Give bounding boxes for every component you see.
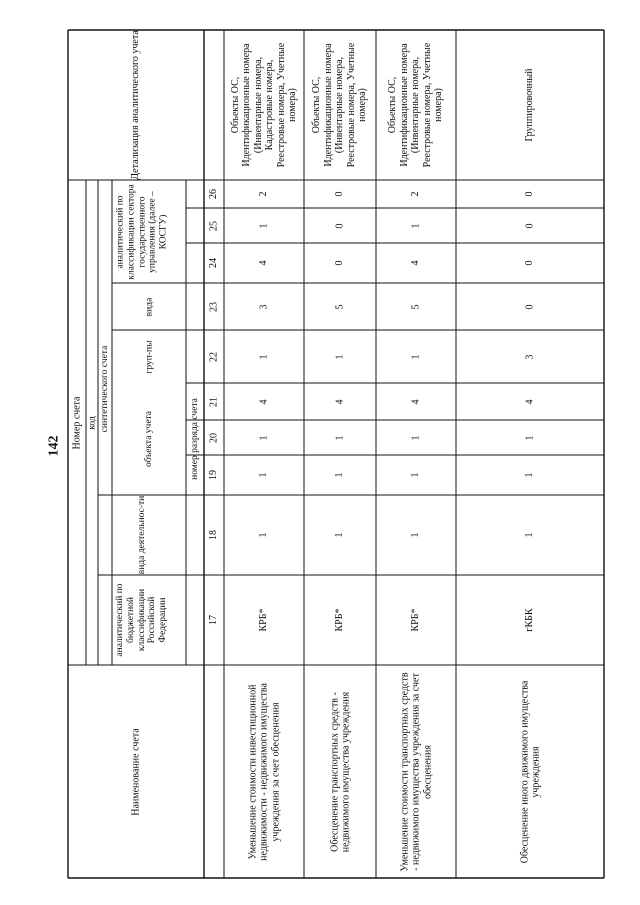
table-row-cell: 1 bbox=[334, 435, 346, 440]
table-row-cell: 1 bbox=[524, 472, 536, 478]
table-row-cell: 1 bbox=[410, 435, 422, 440]
table-row-cell: 1 bbox=[334, 532, 346, 538]
table-row-cell: 4 bbox=[258, 399, 270, 404]
table-row-cell: 0 bbox=[334, 191, 346, 197]
table-row-cell: 1 bbox=[258, 532, 270, 538]
table-row-cell: 1 bbox=[524, 435, 536, 440]
table-row-cell: 1 bbox=[524, 532, 536, 538]
table-row-cell: 0 bbox=[334, 223, 346, 228]
header-activity-type: вида деятельнос-ти bbox=[136, 495, 147, 575]
header-group: груп-пы bbox=[143, 340, 154, 373]
table-row-name: Уменьшение стоимости инвестиционной недвижимости - недвижимого имущества учреждения за счет обесценения bbox=[246, 682, 281, 861]
table-row-cell: 4 bbox=[258, 260, 270, 266]
column-number: 21 bbox=[208, 396, 220, 407]
table-row-cell: 1 bbox=[258, 223, 270, 228]
column-number: 26 bbox=[208, 189, 220, 199]
table-row-cell: 1 bbox=[410, 472, 422, 478]
page-number: 142 bbox=[46, 435, 62, 457]
column-number: 18 bbox=[208, 530, 220, 540]
table-row-cell: 1 bbox=[334, 472, 346, 478]
table-row-cell: 1 bbox=[410, 354, 422, 359]
table-row-cell: 3 bbox=[258, 304, 270, 309]
header-digit-number: номер разряда счета bbox=[189, 398, 200, 480]
table-row-name: Уменьшение стоимости транспортных средств - недвижимого имущества учреждения за счет обесценения bbox=[398, 671, 433, 872]
table-row-cell: 2 bbox=[258, 191, 270, 197]
table-row-budget: КРБ* bbox=[410, 608, 422, 632]
header-synthetic: синтетического счета bbox=[99, 345, 110, 433]
table-row-cell: 1 bbox=[410, 223, 422, 228]
table-row-detail: Объекты ОС, Идентификационные номера (Инвентарные номера, Реестровые номера, Учетные номера) bbox=[387, 42, 445, 168]
header-analytic-kosgu: аналитический по классификации сектора государственного управления (далее – КОСГУ) bbox=[114, 183, 169, 280]
table-row-detail: Объекты ОС, Идентификационные номера (Инвентарные номера, Реестровые номера, Учетные номера) bbox=[311, 42, 369, 168]
table-row-cell: 4 bbox=[334, 399, 346, 404]
column-number: 20 bbox=[208, 432, 220, 443]
header-kind: вида bbox=[143, 297, 154, 316]
column-number: 24 bbox=[208, 258, 220, 268]
column-number: 19 bbox=[208, 470, 220, 480]
table-row-budget: КРБ* bbox=[334, 608, 346, 632]
header-detail: Детализация аналитического учета bbox=[130, 30, 142, 180]
column-number: 22 bbox=[208, 351, 220, 362]
table-row-cell: 2 bbox=[410, 191, 422, 197]
column-number: 25 bbox=[208, 220, 220, 231]
table-row-name: Обесценение иного движимого имущества учреждения bbox=[518, 680, 541, 863]
table-row-detail: Объекты ОС, Идентификационные номера (Инвентарные номера, Кадастровые номера, Реестровые номера, Учетные номера) bbox=[229, 42, 298, 168]
header-object: объекта учета bbox=[143, 410, 154, 468]
table-row-cell: 5 bbox=[410, 304, 422, 309]
table-row-cell: 0 bbox=[524, 304, 536, 309]
table-row-name: Обесценение транспортных средств - недвижимого имущества учреждения bbox=[328, 691, 351, 852]
table-row-cell: 3 bbox=[524, 354, 536, 359]
table-row-budget: КРБ* bbox=[258, 608, 270, 632]
column-number: 23 bbox=[208, 301, 220, 312]
column-number: 17 bbox=[208, 615, 220, 625]
table-row-cell: 0 bbox=[524, 223, 536, 228]
header-account-number: Номер счета bbox=[71, 396, 83, 449]
table-row-cell: 5 bbox=[334, 304, 346, 309]
table-row-cell: 4 bbox=[410, 260, 422, 266]
table-row-budget: гКБК bbox=[524, 608, 536, 632]
table-row-cell: 0 bbox=[524, 260, 536, 266]
table-row-cell: 0 bbox=[334, 260, 346, 266]
table-row-detail: Группировочный bbox=[524, 68, 536, 142]
header-name-column: Наименование счета bbox=[130, 727, 142, 816]
table-row-cell: 0 bbox=[524, 191, 536, 197]
table-row-cell: 1 bbox=[334, 354, 346, 359]
table-row-cell: 1 bbox=[258, 354, 270, 359]
table-row-cell: 1 bbox=[258, 435, 270, 440]
table-row-cell: 1 bbox=[258, 472, 270, 478]
header-analytic-budget: аналитический по бюджетной классификации Российской Федерации bbox=[114, 583, 169, 657]
table-row-cell: 1 bbox=[410, 532, 422, 538]
table-row-cell: 4 bbox=[524, 399, 536, 404]
header-code: код bbox=[86, 415, 97, 430]
table-row-cell: 4 bbox=[410, 399, 422, 404]
